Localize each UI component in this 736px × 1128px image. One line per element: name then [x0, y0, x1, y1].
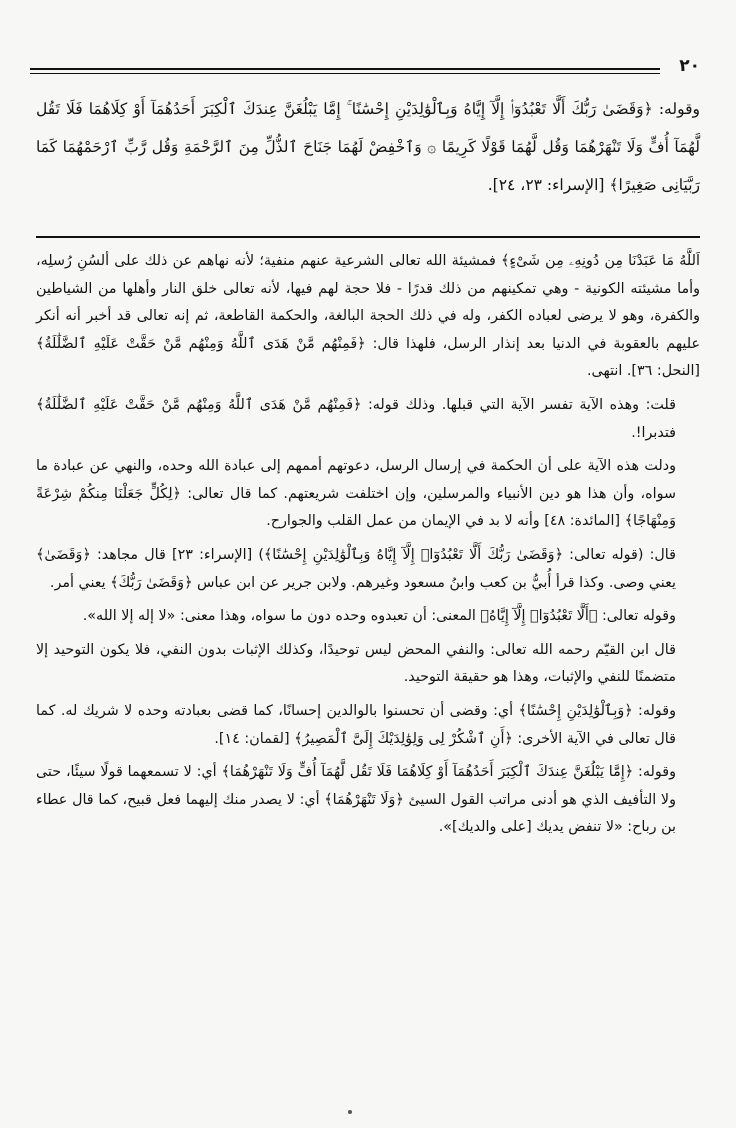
commentary-paragraph: وقوله تعالى: ﴿أَلَّا تَعْبُدُوٓا۟ إِلَّآ إِيَّاهُ﴾ المعنى: أن تعبدوه وحده دون ما سواه، وهذا معنى: «لا إله إلا الله».: [82, 608, 676, 625]
commentary-paragraph: قال ابن القيّم رحمه الله تعالى: والنفي المحض ليس توحيدًا، وكذلك الإثبات بدون النفي، فلا يكون التوحيد إلا متضمنًا للنفي والإثبات، وهذا هو حقيقة التوحيد.: [36, 641, 676, 686]
page-header: [30, 56, 706, 80]
header-rule-bottom: [30, 73, 660, 74]
commentary-paragraph: اَللَّهُ مَا عَبَدْنَا مِن دُونِهِۦ مِن شَىْءٍ﴾ فمشيئة الله تعالى الشرعية عنهم منفية؛ لأنه نهاهم عن ذلك على ألسُنِ رُسلِه، وأما مشيئته الكونية - وهي تمكينهم من ذلك قدرًا - فلا حجة لهم فيها، لأنه تعالى خلق النار وأهلها من الشياطين والكفرة، وهو لا يرضى لعباده الكفر، وله في ذلك الحجة البالغة، والحكمة القاطعة، ثم إنه تعالى قد أخبر أنه أنكر عليهم بالعقوبة في الدنيا بعد إنذار الرسل، فلهذا قال: ﴿فَمِنْهُم مَّنْ هَدَى ٱللَّهُ وَمِنْهُم مَّنْ حَقَّتْ عَلَيْهِ ٱلضَّلَٰلَةُ﴾ [النحل: ٣٦]. انتهى.: [36, 253, 700, 380]
commentary: [36, 248, 700, 848]
print-mark: [348, 1110, 352, 1114]
commentary-paragraph: قلت: وهذه الآية تفسر الآية التي قبلها. وذلك قوله: ﴿فَمِنْهُم مَّنْ هَدَى ٱللَّهُ وَمِنْهُم مَّنْ حَقَّتْ عَلَيْهِ ٱلضَّلَٰلَةُ﴾ فتدبرا!.: [36, 396, 676, 441]
footnote-separator: [36, 236, 700, 238]
page-number: ٢٠: [679, 56, 700, 76]
commentary-paragraph: وقوله: ﴿إِمَّا يَبْلُغَنَّ عِندَكَ ٱلْكِبَرَ أَحَدُهُمَآ أَوْ كِلَاهُمَا فَلَا تَقُل لَّهُمَآ أُفٍّ وَلَا تَنْهَرْهُمَا﴾ أي: لا تسمعهما قولًا سيئًا، حتى ولا التأفيف الذي هو أدنى مراتب القول السيئ ﴿وَلَا تَنْهَرْهُمَا﴾ أي: لا يصدر منك إليهما فعل قبيح، كما قال عطاء بن رباح: «لا تنفض يديك [على والديك]».: [36, 764, 676, 836]
main-text: وقوله: ﴿وَقَضَىٰ رَبُّكَ أَلَّا تَعْبُدُوٓا۟ إِلَّآ إِيَّاهُ وَبِٱلْوَٰلِدَيْنِ إِحْسَٰنًا ۚ إِمَّا يَبْلُغَنَّ عِندَكَ ٱلْكِبَرَ أَحَدُهُمَآ أَوْ كِلَاهُمَا فَلَا تَقُل لَّهُمَآ أُفٍّ وَلَا تَنْهَرْهُمَا وَقُل لَّهُمَا قَوْلًا كَرِيمًا ۞ وَٱخْفِضْ لَهُمَا جَنَاحَ ٱلذُّلِّ مِنَ ٱلرَّحْمَةِ وَقُل رَّبِّ ٱرْحَمْهُمَا كَمَا رَبَّيَانِى صَغِيرًا﴾ [الإسراء: ٢٣، ٢٤].: [36, 100, 700, 194]
commentary-paragraph: وقوله: ﴿وَبِٱلْوَٰلِدَيْنِ إِحْسَٰنًا﴾ أي: وقضى أن تحسنوا بالوالدين إحسانًا، كما قضى بعبادته وحده لا شريك له. كما قال تعالى في الآية الأخرى: ﴿أَنِ ٱشْكُرْ لِى وَلِوَٰلِدَيْكَ إِلَىَّ ٱلْمَصِيرُ﴾ [لقمان: ١٤].: [36, 702, 676, 747]
commentary-paragraph: قال: (قوله تعالى: ﴿وَقَضَىٰ رَبُّكَ أَلَّا تَعْبُدُوٓا۟ إِلَّآ إِيَّاهُ وَبِٱلْوَٰلِدَيْنِ إِحْسَٰنًا﴾) [الإسراء: ٢٣] قال مجاهد: ﴿وَقَضَىٰ﴾ يعني وصى. وكذا قرأ أُبيُّ بن كعب وابنُ مسعود وغيرهم. ولابن جرير عن ابن عباس ﴿وَقَضَىٰ رَبُّكَ﴾ يعني أمر.: [36, 546, 676, 591]
commentary-paragraph: ودلت هذه الآية على أن الحكمة في إرسال الرسل، دعوتهم أممهم إلى عبادة الله وحده، والنهي عن عبادة ما سواه، وأن هذا هو دين الأنبياء والمرسلين، وإن اختلفت شريعتهم. كما قال تعالى: ﴿لِكُلٍّ جَعَلْنَا مِنكُمْ شِرْعَةً وَمِنْهَاجًا﴾ [المائدة: ٤٨] وأنه لا بد في الإيمان من عمل القلب والجوارح.: [36, 458, 676, 530]
header-rule-top: [30, 68, 660, 70]
